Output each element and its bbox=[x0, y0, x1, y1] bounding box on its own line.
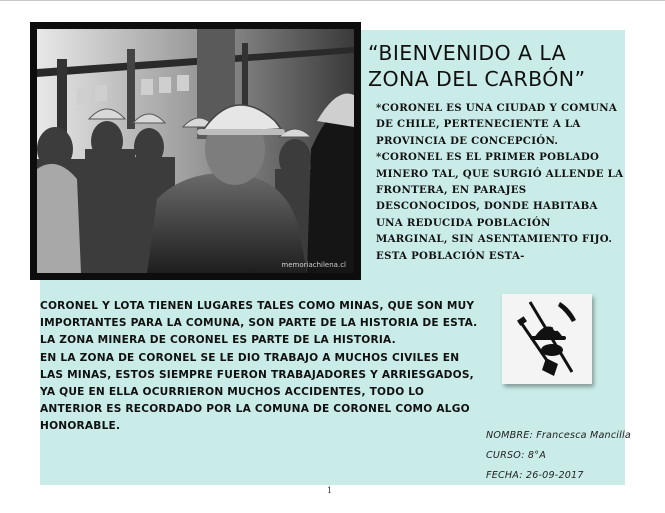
student-date: FECHA: 26-09-2017 bbox=[486, 470, 584, 481]
miners-photo-frame bbox=[30, 22, 361, 280]
body-text bbox=[40, 298, 480, 436]
photo-caption: memoriachilena.cl bbox=[281, 261, 346, 269]
body-paragraph: CORONEL Y LOTA TIENEN LUGARES TALES COMO MINAS, QUE SON MUY IMPORTANTES PARA LA COMUNA, SON PARTE DE LA HISTORIA DE ESTA. bbox=[40, 300, 478, 330]
page-title bbox=[368, 40, 638, 92]
body-paragraph: LA ZONA MINERA DE CORONEL ES PARTE DE LA HISTORIA. bbox=[40, 334, 396, 347]
body-paragraph: EN LA ZONA DE CORONEL SE LE DIO TRABAJO A MUCHOS CIVILES EN LAS MINAS, ESTOS SIEMPRE FUERON TRABAJADORES Y ARRIESGADOS, YA QUE EN ELLA OCURRIERON MUCHOS ACCIDENTES, TODO LO ANTERIOR ES RECORDADO POR LA COMUNA DE CORONEL COMO ALGO HONORABLE. bbox=[40, 351, 474, 433]
miners-photo-illustration bbox=[37, 29, 354, 273]
title-line-1: “BIENVENIDO A LA bbox=[368, 41, 567, 65]
mining-helmet-pickaxe-shovel-icon bbox=[502, 294, 592, 384]
miners-photo bbox=[37, 29, 354, 273]
intro-paragraph: *CORONEL ES UNA CIUDAD Y COMUNA DE CHILE, PERTENECIENTE A LA PROVINCIA DE CONCEPCIÓN. bbox=[376, 102, 618, 147]
student-name: NOMBRE: Francesca Mancilla bbox=[486, 430, 631, 441]
intro-paragraph: *CORONEL ES EL PRIMER POBLADO MINERO TAL, QUE SURGIÓ ALLENDE LA FRONTERA, EN PARAJES DESCONOCIDOS, DONDE HABITABA UNA REDUCIDA POBLACIÓN MARGINAL, SIN ASENTAMIENTO FIJO. ESTA POBLACIÓN ESTA- bbox=[376, 151, 624, 262]
mining-logo bbox=[502, 294, 592, 384]
intro-text bbox=[376, 100, 624, 264]
top-divider bbox=[0, 0, 665, 1]
student-course: CURSO: 8°A bbox=[486, 450, 546, 461]
title-line-2: ZONA DEL CARBÓN” bbox=[368, 67, 586, 91]
page-number: 1 bbox=[327, 486, 333, 495]
student-info bbox=[486, 426, 665, 486]
